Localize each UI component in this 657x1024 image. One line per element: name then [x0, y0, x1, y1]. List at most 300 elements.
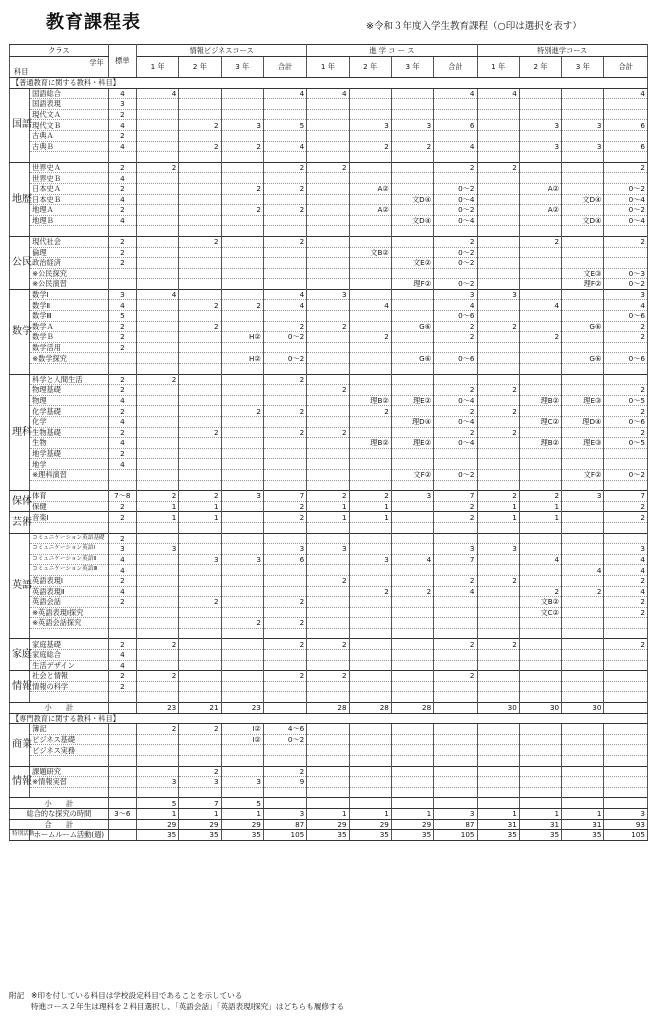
credit-cell: 2 — [349, 491, 391, 502]
credit-cell: 2 — [477, 406, 519, 417]
credit-cell — [179, 205, 221, 216]
std-credit-cell: 2 — [108, 448, 136, 459]
credit-cell — [562, 522, 604, 533]
credit-cell — [477, 724, 519, 735]
credit-cell — [519, 152, 561, 163]
header-row-grades — [10, 57, 648, 78]
credit-cell: 6 — [434, 120, 477, 131]
subject-name: 国語総合 — [30, 88, 109, 99]
credit-cell: 3 — [221, 554, 263, 565]
std-credit-cell — [108, 819, 136, 830]
credit-cell — [477, 279, 519, 290]
credit-cell — [136, 480, 178, 491]
credit-cell — [221, 88, 263, 99]
std-credit-cell: 2 — [108, 162, 136, 173]
subject-row — [10, 88, 648, 99]
subject-row — [10, 501, 648, 512]
credit-cell — [519, 427, 561, 438]
credit-cell — [562, 258, 604, 269]
credit-cell: 1 — [221, 808, 263, 819]
credit-cell — [179, 417, 221, 428]
credit-cell — [349, 99, 391, 110]
credit-cell: 3 — [519, 141, 561, 152]
credit-cell — [221, 289, 263, 300]
credit-cell: 0～2 — [263, 332, 306, 343]
credit-cell — [136, 681, 178, 692]
subject-row — [10, 459, 648, 470]
subject-name: 体育 — [30, 491, 109, 502]
credit-cell — [434, 703, 477, 714]
credit-cell: 9 — [263, 777, 306, 788]
credit-cell — [136, 745, 178, 756]
credit-cell — [562, 427, 604, 438]
credit-cell — [434, 798, 477, 809]
note-line-1: ※印を付している科目は学校設定科目であることを示している — [31, 991, 243, 1000]
credit-cell — [179, 173, 221, 184]
credit-cell: 2 — [221, 618, 263, 629]
subject-name: 情報の科学 — [30, 681, 109, 692]
credit-cell: 4 — [477, 88, 519, 99]
credit-cell — [221, 459, 263, 470]
credit-cell — [307, 109, 349, 120]
credit-cell: 30 — [562, 703, 604, 714]
credit-cell — [349, 268, 391, 279]
std-credit-cell: 7～8 — [108, 491, 136, 502]
grade-subject-header — [10, 57, 109, 78]
credit-cell — [349, 692, 391, 703]
credit-cell — [604, 766, 648, 777]
std-credit-cell: 2 — [108, 671, 136, 682]
subject-row — [10, 332, 648, 343]
credit-cell: 4 — [519, 300, 561, 311]
credit-cell — [604, 745, 648, 756]
subject-row — [10, 639, 648, 650]
subject-name: 簿記 — [30, 724, 109, 735]
credit-cell — [519, 321, 561, 332]
credit-cell: 30 — [477, 703, 519, 714]
credit-cell — [263, 215, 306, 226]
credit-cell: 3 — [263, 544, 306, 555]
credit-cell: 2 — [263, 501, 306, 512]
credit-cell — [349, 607, 391, 618]
credit-cell — [307, 311, 349, 322]
std-credit-cell: 2 — [108, 681, 136, 692]
credit-cell — [307, 353, 349, 364]
credit-cell — [519, 364, 561, 375]
subject-name: 現代社会 — [30, 236, 109, 247]
subject-group-label: 家庭 — [10, 639, 30, 671]
credit-cell: 0～2 — [434, 247, 477, 258]
credit-cell: 3 — [477, 544, 519, 555]
credit-cell — [604, 777, 648, 788]
credit-cell — [562, 226, 604, 237]
credit-cell: 3 — [434, 544, 477, 555]
credit-cell — [434, 448, 477, 459]
credit-cell — [477, 141, 519, 152]
credit-cell — [307, 194, 349, 205]
credit-cell: 2 — [477, 162, 519, 173]
subject-name: 数学Ｂ — [30, 332, 109, 343]
course-header-advance: 進 学 コ ー ス — [307, 45, 477, 57]
credit-cell: 2 — [604, 162, 648, 173]
credit-cell: 2 — [263, 162, 306, 173]
credit-cell — [349, 480, 391, 491]
credit-cell — [519, 469, 561, 480]
credit-cell: 3 — [221, 777, 263, 788]
credit-cell: 3 — [391, 120, 433, 131]
credit-cell — [477, 300, 519, 311]
credit-cell — [519, 544, 561, 555]
credit-cell — [221, 607, 263, 618]
subject-name: 家庭基礎 — [30, 639, 109, 650]
credit-cell: 3 — [307, 544, 349, 555]
credit-cell — [307, 522, 349, 533]
credit-cell: 3 — [221, 491, 263, 502]
credit-cell — [221, 427, 263, 438]
std-credit-cell: 4 — [108, 120, 136, 131]
grade-1-header: 1 年 — [477, 57, 519, 78]
credit-cell — [562, 289, 604, 300]
std-credit-cell — [108, 724, 136, 735]
grade-3-header: 3 年 — [391, 57, 433, 78]
credit-cell — [179, 247, 221, 258]
row-label: 小 計 — [10, 703, 109, 714]
spacer-row — [10, 480, 648, 491]
credit-cell — [136, 130, 178, 141]
credit-cell: 28 — [391, 703, 433, 714]
credit-cell — [519, 671, 561, 682]
grade-2-header: 2 年 — [519, 57, 561, 78]
credit-cell — [179, 88, 221, 99]
credit-cell — [307, 469, 349, 480]
credit-cell: 理D④ — [391, 417, 433, 428]
std-credit-cell: 5 — [108, 311, 136, 322]
credit-cell — [349, 215, 391, 226]
grade-1-header: 1 年 — [307, 57, 349, 78]
subject-name: 現代文Ａ — [30, 109, 109, 120]
credit-cell — [349, 777, 391, 788]
credit-cell — [562, 692, 604, 703]
credit-cell — [349, 639, 391, 650]
credit-cell: G⑥ — [562, 353, 604, 364]
credit-cell — [391, 162, 433, 173]
credit-cell — [434, 130, 477, 141]
credit-cell: 0～4 — [434, 417, 477, 428]
credit-cell — [349, 417, 391, 428]
credit-cell: 1 — [349, 501, 391, 512]
credit-cell — [519, 533, 561, 544]
subject-row — [10, 417, 648, 428]
credit-cell: 1 — [391, 808, 433, 819]
credit-cell — [307, 554, 349, 565]
subject-name: 日本史Ｂ — [30, 194, 109, 205]
credit-cell — [179, 650, 221, 661]
credit-cell: 35 — [179, 830, 221, 841]
credit-cell — [221, 544, 263, 555]
credit-cell: 93 — [604, 819, 648, 830]
std-credit-cell: 2 — [108, 342, 136, 353]
credit-cell — [349, 321, 391, 332]
credit-cell — [519, 787, 561, 798]
credit-cell: 5 — [221, 798, 263, 809]
credit-cell: 0～2 — [434, 469, 477, 480]
credit-cell: 1 — [477, 501, 519, 512]
credit-cell — [391, 300, 433, 311]
credit-cell — [221, 692, 263, 703]
credit-cell: 5 — [263, 120, 306, 131]
credit-cell: 2 — [434, 385, 477, 396]
credit-cell: 2 — [434, 332, 477, 343]
credit-cell: A② — [349, 205, 391, 216]
credit-cell — [391, 459, 433, 470]
credit-cell — [179, 681, 221, 692]
credit-cell — [263, 565, 306, 576]
credit-cell: 2 — [477, 575, 519, 586]
subject-name: 生活デザイン — [30, 660, 109, 671]
credit-cell — [562, 162, 604, 173]
credit-cell — [263, 660, 306, 671]
credit-cell — [349, 798, 391, 809]
credit-cell: 2 — [179, 141, 221, 152]
credit-cell: 31 — [477, 819, 519, 830]
credit-cell — [136, 183, 178, 194]
credit-cell — [349, 671, 391, 682]
credit-cell: 3 — [519, 120, 561, 131]
credit-cell — [179, 692, 221, 703]
subject-name: ビジネス基礎 — [30, 734, 109, 745]
subject-name: 古典Ｂ — [30, 141, 109, 152]
credit-cell — [391, 565, 433, 576]
credit-cell: 2 — [434, 512, 477, 523]
credit-cell — [477, 565, 519, 576]
credit-cell: 4 — [604, 586, 648, 597]
credit-cell: 文B② — [349, 247, 391, 258]
credit-cell: 3 — [136, 544, 178, 555]
credit-cell — [179, 130, 221, 141]
credit-cell: 7 — [434, 554, 477, 565]
credit-cell — [263, 395, 306, 406]
subject-name — [30, 152, 109, 163]
std-credit-cell: 2 — [108, 247, 136, 258]
credit-cell — [221, 438, 263, 449]
credit-cell — [434, 374, 477, 385]
credit-cell — [136, 109, 178, 120]
credit-cell — [519, 109, 561, 120]
std-credit-cell: 4 — [108, 141, 136, 152]
credit-cell: 2 — [136, 671, 178, 682]
row-group-label: 特別活動 — [10, 830, 30, 841]
credit-cell: 2 — [434, 236, 477, 247]
credit-cell: 4 — [434, 141, 477, 152]
credit-cell — [221, 480, 263, 491]
subject-name: 現代文Ｂ — [30, 120, 109, 131]
credit-cell — [221, 597, 263, 608]
credit-cell — [221, 109, 263, 120]
credit-cell — [519, 766, 561, 777]
credit-cell — [307, 120, 349, 131]
credit-cell: 2 — [263, 512, 306, 523]
credit-cell — [604, 681, 648, 692]
credit-cell — [562, 374, 604, 385]
grade-3-header: 3 年 — [221, 57, 263, 78]
credit-cell: G⑥ — [391, 321, 433, 332]
credit-cell — [307, 300, 349, 311]
section-label: 【専門教育に関する教科・科目】 — [10, 713, 648, 724]
credit-cell — [604, 99, 648, 110]
credit-cell — [263, 385, 306, 396]
credit-cell: 35 — [221, 830, 263, 841]
credit-cell — [179, 342, 221, 353]
notes-label: 附記 — [9, 991, 25, 1000]
credit-cell: 2 — [477, 639, 519, 650]
credit-cell — [221, 522, 263, 533]
credit-cell: 0～6 — [604, 353, 648, 364]
credit-cell: 2 — [349, 406, 391, 417]
credit-cell — [391, 152, 433, 163]
credit-cell — [136, 756, 178, 767]
credit-cell — [562, 364, 604, 375]
subject-row — [10, 438, 648, 449]
credit-cell — [307, 141, 349, 152]
credit-cell — [221, 279, 263, 290]
credit-cell — [477, 311, 519, 322]
total-row — [10, 819, 648, 830]
credit-cell — [477, 226, 519, 237]
credit-cell — [477, 99, 519, 110]
credit-cell — [179, 99, 221, 110]
subtotal-row — [10, 798, 648, 809]
credit-cell — [307, 586, 349, 597]
credit-cell — [434, 628, 477, 639]
credit-cell — [519, 681, 561, 692]
credit-cell: 0～6 — [604, 417, 648, 428]
credit-cell — [263, 522, 306, 533]
credit-cell — [477, 130, 519, 141]
class-header: クラス — [10, 45, 109, 57]
credit-cell — [179, 268, 221, 279]
credit-cell — [263, 311, 306, 322]
std-credit-cell: 3 — [108, 289, 136, 300]
std-credit-cell: 4 — [108, 173, 136, 184]
credit-cell — [263, 692, 306, 703]
subject-name: 数学活用 — [30, 342, 109, 353]
credit-cell — [477, 692, 519, 703]
credit-cell: 2 — [604, 501, 648, 512]
credit-cell — [136, 575, 178, 586]
credit-cell — [477, 607, 519, 618]
credit-cell — [307, 480, 349, 491]
credit-cell — [221, 311, 263, 322]
credit-cell — [391, 756, 433, 767]
row-label: 小 計 — [10, 798, 109, 809]
credit-cell: 3 — [136, 777, 178, 788]
credit-cell — [179, 586, 221, 597]
subject-name: 保健 — [30, 501, 109, 512]
credit-cell — [349, 152, 391, 163]
notes — [9, 990, 344, 1012]
credit-cell — [477, 597, 519, 608]
credit-cell — [179, 438, 221, 449]
credit-cell — [349, 342, 391, 353]
credit-cell: 0～2 — [604, 279, 648, 290]
credit-cell — [477, 194, 519, 205]
std-credit-cell: 4 — [108, 586, 136, 597]
credit-cell: 87 — [263, 819, 306, 830]
credit-cell — [562, 459, 604, 470]
std-credit-cell — [108, 830, 136, 841]
credit-cell: 0～6 — [604, 311, 648, 322]
subject-row — [10, 109, 648, 120]
credit-cell: 1 — [349, 808, 391, 819]
credit-cell: 文D④ — [562, 194, 604, 205]
subject-name: ※数学探究 — [30, 353, 109, 364]
credit-cell — [136, 258, 178, 269]
credit-cell — [519, 406, 561, 417]
credit-cell — [562, 533, 604, 544]
credit-cell: 29 — [179, 819, 221, 830]
credit-cell: 3 — [604, 808, 648, 819]
credit-cell — [179, 787, 221, 798]
credit-cell — [179, 332, 221, 343]
std-credit-cell: 4 — [108, 88, 136, 99]
spacer-row — [10, 756, 648, 767]
subject-name — [30, 756, 109, 767]
credit-cell — [562, 205, 604, 216]
credit-cell — [434, 607, 477, 618]
credit-cell — [391, 130, 433, 141]
subject-row — [10, 183, 648, 194]
credit-cell: 1 — [307, 512, 349, 523]
credit-cell: 4 — [263, 141, 306, 152]
credit-cell: 2 — [263, 427, 306, 438]
credit-cell — [519, 798, 561, 809]
credit-cell — [179, 522, 221, 533]
credit-cell — [391, 332, 433, 343]
credit-cell: 1 — [477, 808, 519, 819]
credit-cell: 35 — [477, 830, 519, 841]
credit-cell — [391, 522, 433, 533]
credit-cell: Ⅰ② — [221, 724, 263, 735]
credit-cell — [349, 787, 391, 798]
credit-cell — [136, 766, 178, 777]
credit-cell: 3 — [477, 289, 519, 300]
credit-cell — [434, 681, 477, 692]
credit-cell — [221, 152, 263, 163]
credit-cell — [136, 438, 178, 449]
credit-cell: 理B② — [349, 438, 391, 449]
credit-cell: 0～6 — [434, 311, 477, 322]
credit-cell — [391, 544, 433, 555]
credit-cell — [562, 385, 604, 396]
spacer-row — [10, 628, 648, 639]
credit-cell: 4 — [136, 88, 178, 99]
credit-cell — [604, 660, 648, 671]
credit-cell — [179, 448, 221, 459]
credit-cell — [179, 353, 221, 364]
credit-cell — [434, 745, 477, 756]
credit-cell — [136, 332, 178, 343]
std-credit-cell: 2 — [108, 205, 136, 216]
credit-cell: 2 — [179, 491, 221, 502]
credit-cell — [391, 692, 433, 703]
credit-cell — [349, 766, 391, 777]
credit-cell: 2 — [179, 766, 221, 777]
credit-cell — [263, 364, 306, 375]
credit-cell: 2 — [349, 586, 391, 597]
subject-name: 地学 — [30, 459, 109, 470]
credit-cell — [136, 660, 178, 671]
credit-cell — [391, 618, 433, 629]
